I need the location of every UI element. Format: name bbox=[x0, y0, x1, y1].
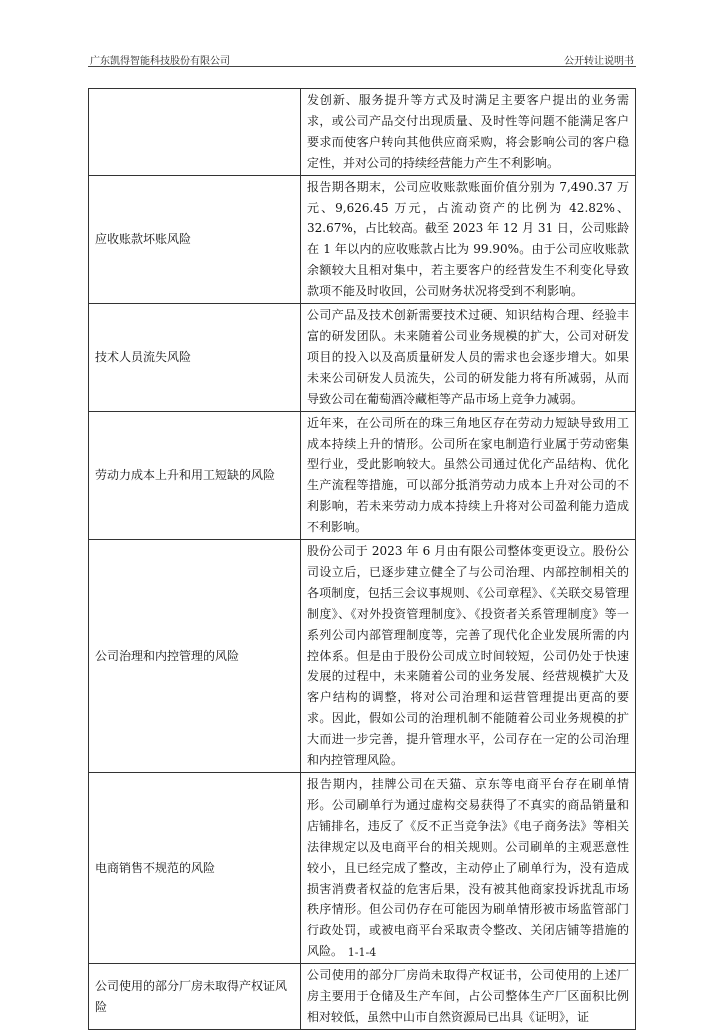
risk-description-cell: 近年来，在公司所在的珠三角地区存在劳动力短缺导致用工成本持续上升的情形。公司所在家电制造行业属于劳动密集型行业，受此影响较大。虽然公司通过优化产品结构、优化生产流程等措施，可以部分抵消劳动力成本上升对公司的不利影响，若未来劳动力成本持续上升将对公司盈利能力造成不利影响。 bbox=[301, 411, 636, 539]
risk-name-cell: 劳动力成本上升和用工短缺的风险 bbox=[89, 411, 301, 539]
table-row bbox=[89, 89, 636, 176]
table-row bbox=[89, 540, 636, 773]
header-company-name: 广东凯得智能科技股份有限公司 bbox=[90, 56, 230, 67]
risk-description-cell: 股份公司于 2023 年 6 月由有限公司整体变更设立。股份公司设立后，已逐步建立健全了与公司治理、内部控制相关的各项制度，包括三会议事规则、《公司章程》、《关联交易管理制度》、《对外投资管理制度》、《投资者关系管理制度》等一系列公司内部管理制度等，完善了现代化企业发展所需的内控体系。但是由于股份公司成立时间较短，公司仍处于快速发展的过程中，未来随着公司的业务发展、经营规模扩大及客户结构的调整，将对公司治理和运营管理提出更高的要求。因此，假如公司的治理机制不能随着公司业务规模的扩大而进一步完善，提升管理水平，公司存在一定的公司治理和内控管理风险。 bbox=[301, 540, 636, 773]
risk-description-cell: 发创新、服务提升等方式及时满足主要客户提出的业务需求，或公司产品交付出现质量、及时性等问题不能满足客户要求而使客户转向其他供应商采购，将会影响公司的客户稳定性，并对公司的持续经营能力产生不利影响。 bbox=[301, 89, 636, 176]
risk-name-cell: 应收账款坏账风险 bbox=[89, 175, 301, 303]
header-divider bbox=[88, 66, 636, 67]
table-row bbox=[89, 304, 636, 412]
risk-name-cell: 技术人员流失风险 bbox=[89, 304, 301, 412]
risk-description-cell: 公司产品及技术创新需要技术过硬、知识结构合理、经验丰富的研发团队。未来随着公司业务规模的扩大，公司对研发项目的投入以及高质量研发人员的需求也会逐步增大。如果未来公司研发人员流失，公司的研发能力将有所减弱，从而导致公司在葡萄酒冷藏柜等产品市场上竞争力减弱。 bbox=[301, 304, 636, 412]
table-row bbox=[89, 175, 636, 303]
page-number: 1-1-4 bbox=[347, 946, 377, 959]
risk-description-cell: 公司使用的部分厂房尚未取得产权证书，公司使用的上述厂房主要用于仓储及生产车间，占公司整体生产厂区面积比例相对较低，虽然中山市自然资源局已出具《证明》，证 bbox=[301, 964, 636, 1030]
risk-factor-table bbox=[88, 88, 636, 1030]
risk-name-cell: 电商销售不规范的风险 bbox=[89, 773, 301, 964]
table-row bbox=[89, 773, 636, 964]
risk-name-cell: 公司使用的部分厂房未取得产权证风险 bbox=[89, 964, 301, 1030]
table-row bbox=[89, 411, 636, 539]
risk-description-cell: 报告期内，挂牌公司在天猫、京东等电商平台存在刷单情形。公司刷单行为通过虚构交易获得了不真实的商品销量和店铺排名，违反了《反不正当竞争法》《电子商务法》等相关法律规定以及电商平台的相关规则。公司刷单的主观恶意性较小，且已经完成了整改，主动停止了刷单行为，没有造成损害消费者权益的危害后果，没有被其他商家投诉扰乱市场秩序情形。但公司仍存在可能因为刷单情形被市场监管部门行政处罚，或被电商平台采取责令整改、关闭店铺等措施的风险。 bbox=[301, 773, 636, 964]
risk-name-cell: 公司治理和内控管理的风险 bbox=[89, 540, 301, 773]
header-document-title: 公开转让说明书 bbox=[564, 56, 634, 67]
risk-description-cell: 报告期各期末，公司应收账款账面价值分别为 7,490.37 万元、9,626.45 万元，占流动资产的比例为 42.82%、32.67%，占比较高。截至 2023 年 12 月 31 日，公司账龄在 1 年以内的应收账款占比为 99.90%。由于公司应收账款余额较大且相对集中，若主要客户的经营发生不利变化导致款项不能及时收回，公司财务状况将受到不利影响。 bbox=[301, 175, 636, 303]
risk-name-cell bbox=[89, 89, 301, 176]
table-row bbox=[89, 964, 636, 1030]
page-header bbox=[88, 50, 636, 66]
